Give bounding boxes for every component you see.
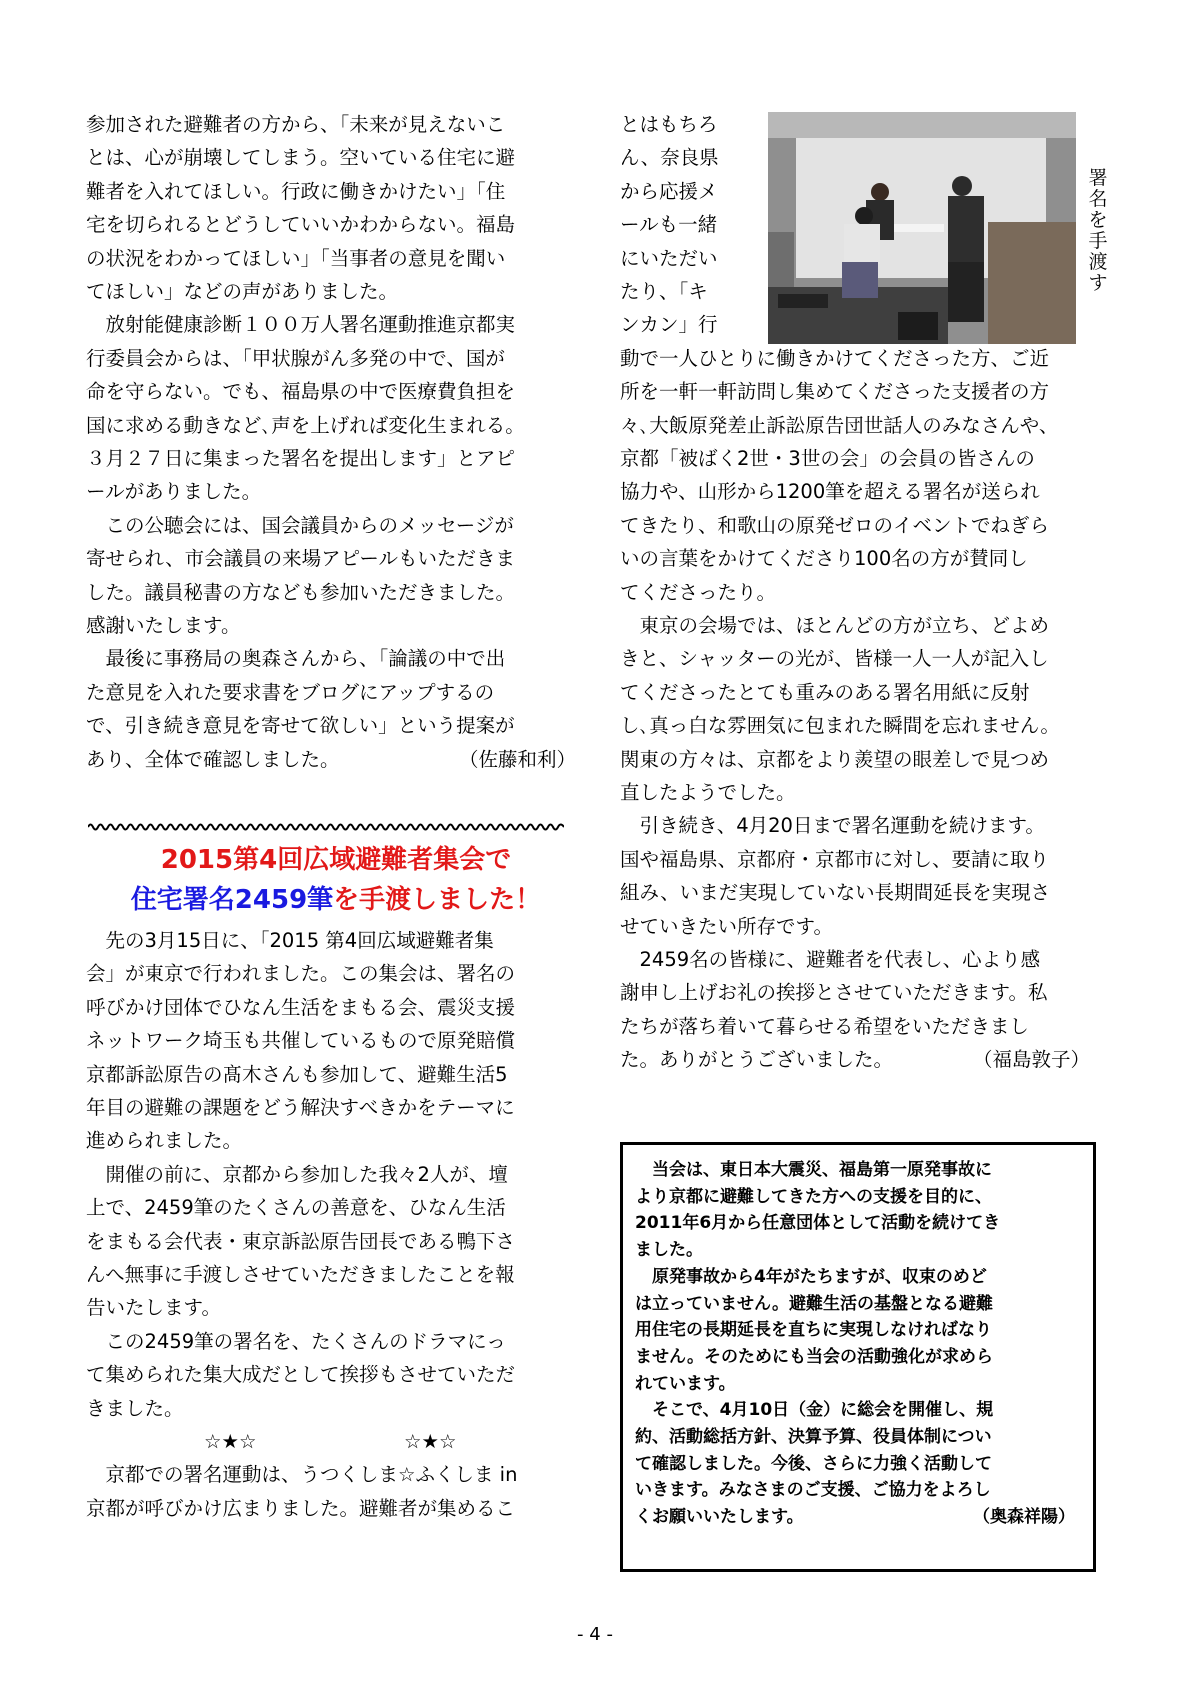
- article-heading-line2: [86, 882, 586, 918]
- text-line: 進められました。: [86, 1129, 243, 1153]
- text-line: にいただい: [620, 246, 718, 270]
- heading-particle: で: [485, 845, 512, 875]
- left-column-lower: [86, 924, 586, 1624]
- text-line: くお願いいたします。: [635, 1507, 804, 1528]
- text-line: て確認しました。今後、さらに力強く活動して: [635, 1453, 992, 1474]
- text-line: 宅を切られるとどうしていいかわからない。福島: [86, 213, 516, 237]
- text-line: より京都に避難してきた方への支援を目的に、: [635, 1186, 992, 1207]
- star-divider: ☆★☆: [204, 1430, 257, 1453]
- text-line: てほしい」などの声がありました。: [86, 280, 399, 303]
- text-line: せていきたい所存です。: [620, 914, 833, 938]
- text-line: あり、全体で確認しました。: [86, 747, 340, 771]
- text-line: 最後に事務局の奥森さんから、「論議の中で出: [86, 647, 506, 671]
- text-line: 参加された避難者の方から、「未来が見えないこ: [86, 113, 506, 136]
- text-line: 行委員会からは、「甲状腺がん多発の中で、国が: [86, 346, 505, 370]
- text-line: たちが落ち着いて暮らせる希望をいただきまし: [620, 1014, 1029, 1038]
- text-line: 2011年6月から任意団体として活動を続けてき: [635, 1213, 1001, 1234]
- text-line: 直したようでした。: [620, 780, 796, 804]
- text-line: 々､大飯原発差止訴訟原告団世話人のみなさんや、: [620, 413, 1059, 437]
- text-line: から応援メ: [620, 179, 718, 203]
- text-line: した。議員秘書の方なども参加いただきました。: [86, 580, 516, 604]
- text-line: 用住宅の長期延長を直ちに実現しなければなり: [635, 1320, 992, 1341]
- author-signature: （奥森祥陽）: [973, 1507, 1075, 1528]
- text-line: 国や福島県、京都府・京都市に対し、要請に取り: [620, 847, 1050, 871]
- wavy-divider: [88, 822, 564, 832]
- text-line: とはもちろ: [620, 113, 718, 136]
- text-line: きました。: [86, 1396, 184, 1420]
- text-line: をまもる会代表・東京訴訟原告団長である鴨下さ: [86, 1229, 516, 1253]
- text-line: で、引き続き意見を寄せて欲しい」という提案が: [86, 714, 515, 738]
- text-line: 京都「被ばく2世・3世の会」の会員の皆さんの: [620, 446, 1035, 470]
- text-line: た意見を入れた要求書をブログにアップするの: [86, 680, 495, 704]
- text-line: きと、シャッターの光が、皆様一人一人が記入し: [620, 647, 1049, 671]
- text-line: 国に求める動きなど､声を上げれば変化生まれる。: [86, 413, 525, 437]
- text-line: そこで、4月10日（金）に総会を開催し、規: [635, 1400, 994, 1421]
- text-line: いきます。みなさまのご支援、ご協力をよろし: [635, 1480, 991, 1501]
- text-line: て集められた集大成だとして挨拶もさせていただ: [86, 1363, 516, 1387]
- text-line: この2459筆の署名を、たくさんのドラマにっ: [86, 1329, 506, 1353]
- text-line: 引き続き、4月20日まで署名運動を続けます。: [620, 814, 1045, 838]
- text-line: 所を一軒一軒訪問し集めてくださった支援者の方: [620, 380, 1050, 404]
- heading-signatures: 住宅署名2459筆: [130, 885, 334, 915]
- text-line: た。ありがとうございました。: [620, 1048, 894, 1072]
- text-line: ンカン」行: [620, 313, 718, 337]
- text-line: 寄せられ、市会議員の来場アピールもいただきま: [86, 547, 516, 571]
- text-line: 京都が呼びかけ広まりました。避難者が集めるこ: [86, 1496, 516, 1520]
- notice-text: [635, 1157, 1085, 1557]
- heading-event-name: 2015第4回広域避難者集会: [160, 845, 486, 875]
- text-line: 動で一人ひとりに働きかけてくださった方、ご近: [620, 346, 1050, 370]
- text-line: 原発事故から4年がたちますが、収束のめど: [635, 1266, 987, 1287]
- author-signature: （福島敦子）: [972, 1048, 1090, 1072]
- text-line: 放射能健康診断１００万人署名運動推進京都実: [86, 313, 516, 337]
- text-line: 会」が東京で行われました。この集会は、署名の: [86, 962, 516, 986]
- text-line: ネットワーク埼玉も共催しているもので原発賠償: [86, 1029, 516, 1053]
- text-line: れています。: [635, 1373, 736, 1394]
- text-line: ３月２７日に集まった署名を提出します」とアピ: [86, 447, 516, 470]
- text-line: ールがありました。: [86, 480, 262, 504]
- text-line: し､真っ白な雰囲気に包まれた瞬間を忘れません。: [620, 714, 1060, 738]
- text-line: ました。: [635, 1240, 703, 1261]
- star-divider: ☆★☆: [404, 1430, 457, 1453]
- article-heading-line1: [86, 842, 586, 878]
- text-line: とは、心が崩壊してしまう。空いている住宅に避: [86, 146, 516, 170]
- page-number: - 4 -: [577, 1624, 613, 1645]
- text-line: 当会は、東日本大震災、福島第一原発事故に: [635, 1160, 992, 1180]
- text-line: たり、「キ: [620, 280, 708, 303]
- text-line: てきたり、和歌山の原発ゼロのイベントでねぎら: [620, 513, 1050, 537]
- photo-illustration: [768, 112, 1076, 344]
- text-line: てくださったとても重みのある署名用紙に反射: [620, 680, 1030, 704]
- text-line: 上で、2459筆のたくさんの善意を、ひなん生活: [86, 1196, 506, 1220]
- text-line: 謝申し上げお礼の挨拶とさせていただきます。私: [620, 981, 1048, 1005]
- text-line: は立っていません。避難生活の基盤となる避難: [635, 1293, 994, 1314]
- event-photo: [768, 112, 1076, 344]
- text-line: ールも一緒: [620, 213, 718, 237]
- text-line: 京都での署名運動は、うつくしま☆ふくしま in: [86, 1463, 518, 1487]
- author-signature: （佐藤和利）: [458, 747, 576, 771]
- text-line: 東京の会場では、ほとんどの方が立ち、どよめ: [620, 613, 1050, 637]
- text-line: 京都訴訟原告の髙木さんも参加して、避難生活5: [86, 1062, 508, 1086]
- text-line: いの言葉をかけてくださり100名の方が賛同し: [620, 547, 1028, 571]
- heading-handed-over: を手渡しました！: [333, 885, 542, 915]
- text-line: 先の3月15日に、「2015 第4回広域避難者集: [86, 929, 494, 952]
- text-line: 協力や、山形から1200筆を超える署名が送られ: [620, 480, 1040, 504]
- text-line: 告いたします。: [86, 1296, 221, 1320]
- text-line: 組み、いまだ実現していない長期間延長を実現さ: [620, 881, 1051, 905]
- text-line: てくださったり。: [620, 580, 777, 604]
- text-line: 命を守らない。でも、福島県の中で医療費負担を: [86, 380, 516, 404]
- text-line: ん、奈良県: [620, 146, 719, 170]
- text-line: 感謝いたします。: [86, 614, 241, 637]
- text-line: 年目の避難の課題をどう解決すべきかをテーマに: [86, 1096, 515, 1119]
- text-line: 約、活動総括方針、決算予算、役員体制につい: [635, 1427, 992, 1447]
- right-column: [620, 342, 1120, 1122]
- text-line: 難者を入れてほしい。行政に働きかけたい」「住: [86, 179, 506, 203]
- text-line: 呼びかけ団体でひなん生活をまもる会、震災支援: [86, 995, 516, 1019]
- text-line: 2459名の皆様に、避難者を代表し、心より感: [620, 947, 1041, 971]
- text-line: ません。そのためにも当会の活動強化が求めら: [635, 1346, 994, 1367]
- photo-caption: 署名を手渡す: [1088, 167, 1108, 294]
- text-line: の状況をわかってほしい」「当事者の意見を聞い: [86, 246, 506, 270]
- text-line: 開催の前に、京都から参加した我々2人が、壇: [86, 1162, 508, 1186]
- text-line: 関東の方々は、京都をより羨望の眼差しで見つめ: [620, 747, 1050, 771]
- text-line: この公聴会には、国会議員からのメッセージが: [86, 513, 514, 537]
- notice-box: [620, 1142, 1096, 1572]
- text-line: んへ無事に手渡しさせていただきましたことを報: [86, 1263, 515, 1286]
